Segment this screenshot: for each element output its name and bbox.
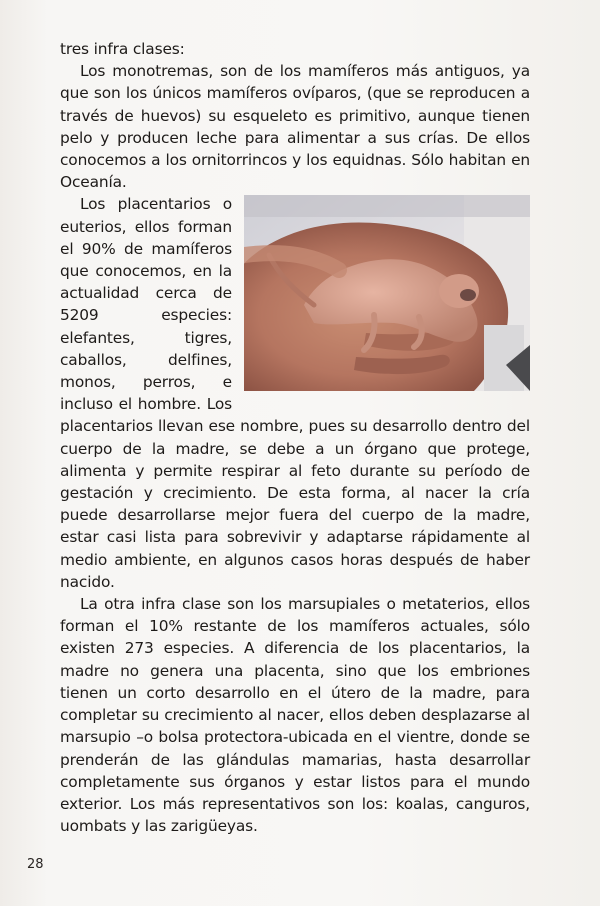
- hand-holding-newborn-icon: [244, 195, 530, 391]
- paragraph-marsupiales: La otra infra clase son los marsupiales o metaterios, ellos forman el 10% restante de los mamíferos actuales, sólo existen 273 especies. A diferencia de los placentarios, la madre no genera una placenta, sino que los embriones tienen un corto desarrollo en el útero de la madre, para completar su crecimiento al nacer, ellos deben desplazarse al marsupio –o bolsa protectora-ubicada en el vientre, donde se prenderán de las glándulas mamarias, hasta desarrollar completamente sus órganos y estar listos para el mundo exterior. Los más representativos son los: koalas, canguros, uombats y las zarigüeyas.: [60, 595, 530, 836]
- paragraph-placentarios: Los placentarios o euterios, ellos forman el 90% de mamíferos que conocemos, en la actualidad cerca de 5209 especies: elefantes, tigres, caballos, delfines, monos, perros, e incluso el hombre. Los placentarios llevan ese nombre, pues su desarrollo dentro del cuerpo de la madre, se debe a un órgano que protege, alimenta y permite respirar al feto durante su período de gestación y crecimiento. De esta forma, al nacer la cría puede desarrollarse mejor fuera del cuerpo de la madre, estar casi lista para sobrevivir y adaptarse rápidamente al medio ambiente, en algunos casos horas después de haber nacido.: [60, 195, 530, 591]
- paragraph-intro: tres infra clases:: [60, 40, 185, 58]
- paragraph-monotremas: Los monotremas, son de los mamíferos más antiguos, ya que son los únicos mamíferos ovíparos, (que se reproducen a través de huevos) su esqueleto es primitivo, aunque tienen pelo y producen leche para alimentar a sus crías. De ellos conocemos a los ornitorrincos y los equidnas. Sólo habitan en Oceanía.: [60, 62, 530, 192]
- page-number: 28: [27, 857, 44, 872]
- newborn-marsupial-photo: [244, 195, 530, 391]
- body-text: [60, 38, 530, 837]
